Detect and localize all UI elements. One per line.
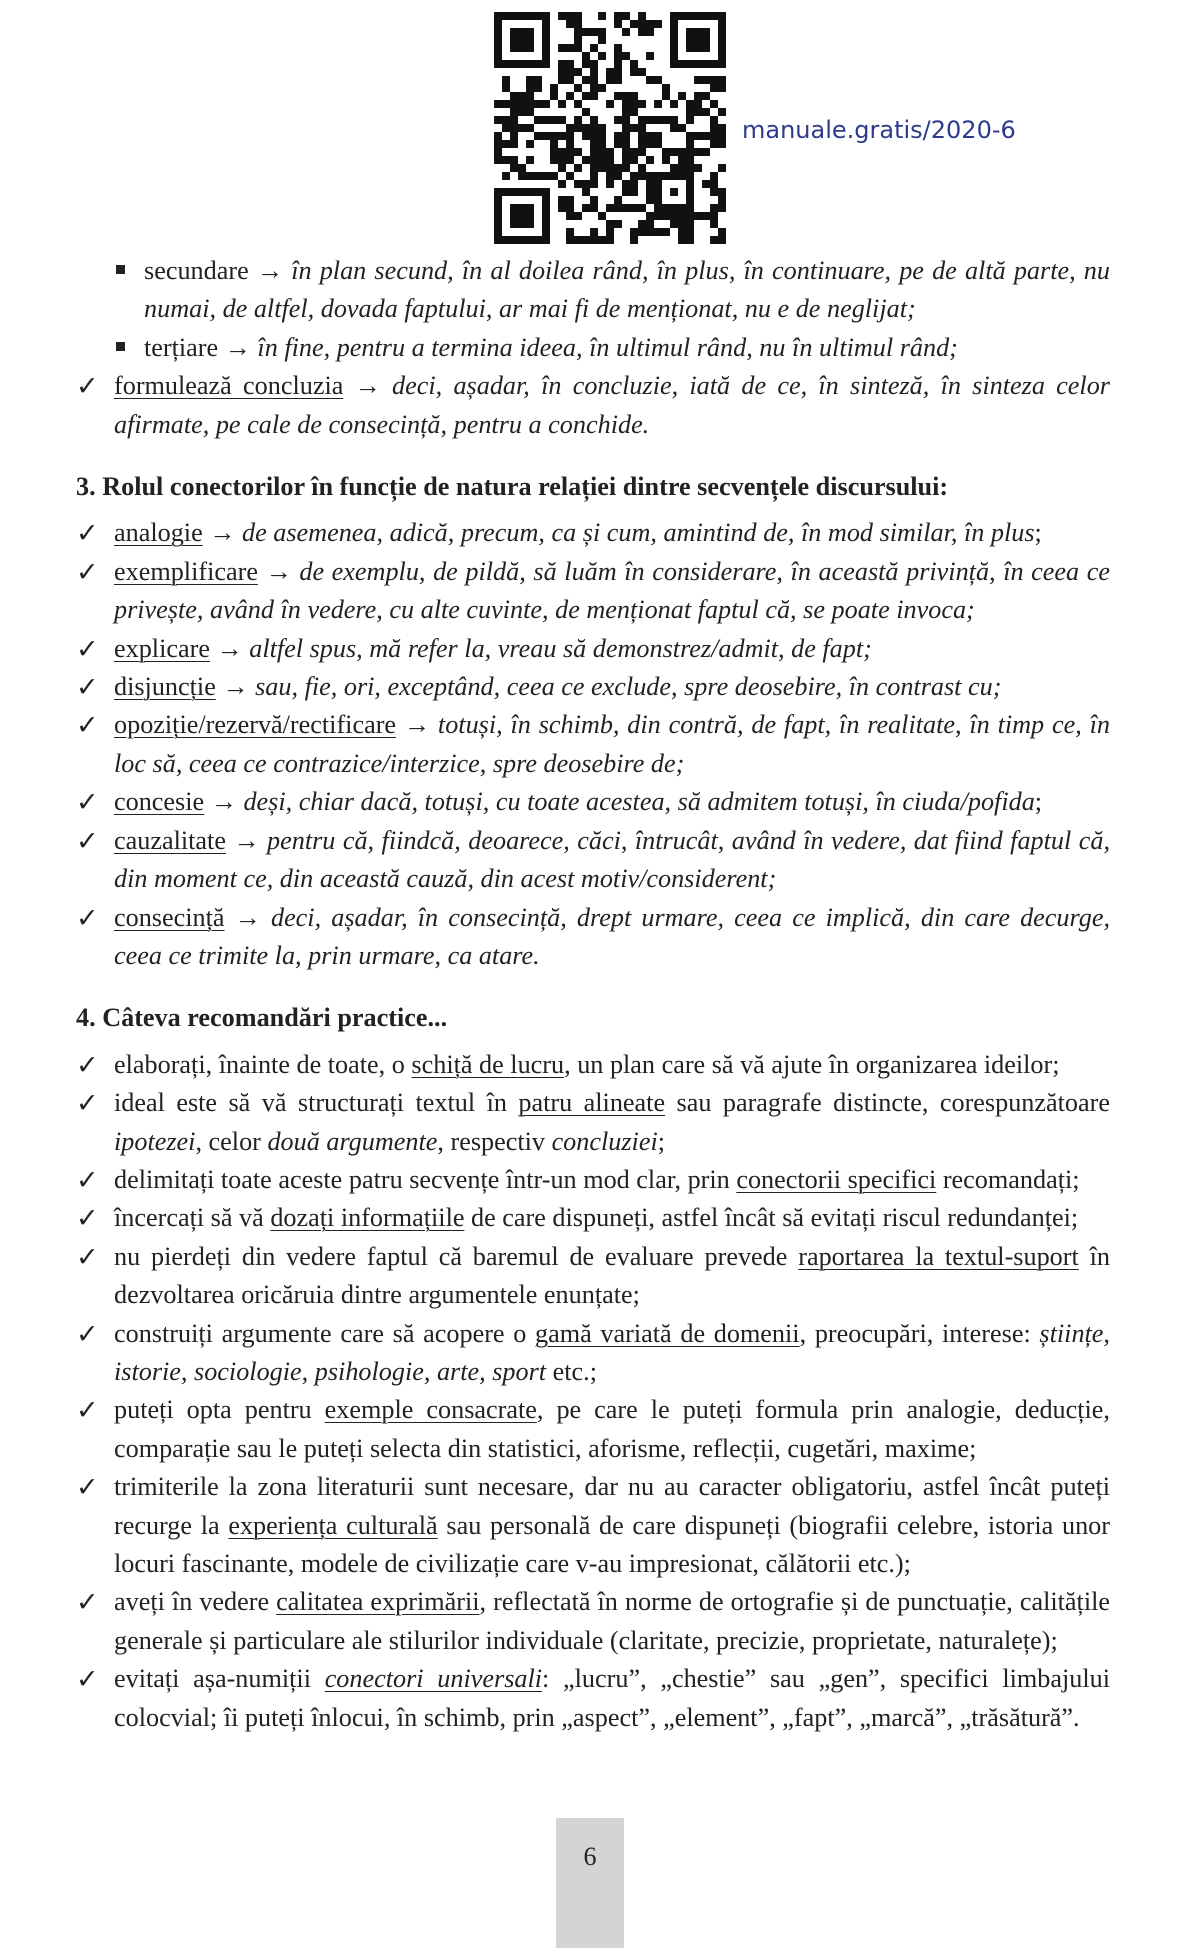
text-run: → xyxy=(396,710,438,740)
list-item-text xyxy=(144,329,1110,367)
list-item xyxy=(76,553,1110,630)
list-item-text xyxy=(114,822,1110,899)
underlined-term: disjuncție xyxy=(114,672,216,702)
list-item xyxy=(76,1583,1110,1660)
list-item xyxy=(76,1199,1110,1237)
list-item-text xyxy=(114,899,1110,976)
text-run: ; xyxy=(1034,787,1043,817)
page-content xyxy=(76,252,1110,1737)
text-run: evitați așa-numiții xyxy=(114,1664,325,1694)
list-item-text xyxy=(114,1583,1110,1660)
text-run: : „lucru”, „chestie” sau „gen”, specifici limbajului colocvial; îi puteți înlocui, în schimb, prin „aspect”, „element”, „fapt”, „marcă”, „trăsătură”. xyxy=(114,1664,1110,1732)
underlined-term: opoziție/rezervă/rectificare xyxy=(114,710,397,740)
italic-text: deci, așadar, în concluzie, iată de ce, în sinteză, în sinteza celor afirmate, pe cale de consecință, pentru a conchide. xyxy=(114,371,1110,439)
text-run: → xyxy=(257,556,300,586)
list-item-text xyxy=(114,783,1110,821)
text-run: construiți argumente care să acopere o xyxy=(114,1318,536,1348)
checkmark-icon: ✓ xyxy=(76,1664,99,1695)
sub-list-item xyxy=(76,252,1110,329)
underlined-term: conectorii specifici xyxy=(736,1164,937,1194)
list-item xyxy=(76,367,1110,444)
text-run: → xyxy=(224,902,271,932)
italic-text: de exemplu, de pildă, să luăm în considerare, în această privință, în ceea ce privește, având în vedere, cu alte cuvinte, de menționat faptul că, se poate invoca; xyxy=(114,556,1110,625)
italic-text: de asemenea, adică, precum, ca și cum, amintind de, în mod similar, în plus xyxy=(241,518,1035,548)
list-item-text xyxy=(114,1660,1110,1737)
checkmark-icon: ✓ xyxy=(76,710,99,741)
text-run: , pe care le puteți formula prin analogie, deducție, comparație sau le puteți selecta din statistici, aforisme, reflecții, cugetări, maxime; xyxy=(114,1395,1110,1463)
list-item-text xyxy=(114,367,1110,444)
list-item xyxy=(76,514,1110,552)
text-run: recomandați; xyxy=(936,1164,1080,1194)
text-run: → xyxy=(343,371,393,401)
text-run: etc.; xyxy=(546,1356,597,1386)
underlined-term: exemplificare xyxy=(114,556,258,586)
list-item-text xyxy=(114,1238,1110,1315)
section-heading: 4. Câteva recomandări practice... xyxy=(76,1003,448,1033)
text-run: ideal este să vă structurați textul în xyxy=(114,1088,519,1118)
square-bullet-icon xyxy=(116,265,125,274)
checkmark-icon: ✓ xyxy=(76,1587,99,1618)
text-run: de care dispuneți, astfel încât să evitați riscul redundanței; xyxy=(464,1203,1079,1233)
text-run: , celor xyxy=(195,1126,268,1156)
list-item xyxy=(76,1660,1110,1737)
list-item-text xyxy=(114,1391,1110,1468)
checkmark-icon: ✓ xyxy=(76,1164,99,1195)
checkmark-icon: ✓ xyxy=(76,371,99,402)
list-item xyxy=(76,1046,1110,1084)
section-heading: 3. Rolul conectorilor în funcție de natura relației dintre secvențele discursului: xyxy=(76,472,949,502)
text-run: → xyxy=(204,787,244,817)
checkmark-icon: ✓ xyxy=(76,672,99,703)
square-bullet-icon xyxy=(116,342,125,351)
text-run: , reflectată în norme de ortografie și de punctuație, calitățile generale și particulare ale stilurilor individuale (claritate, precizie, proprietate, naturalețe); xyxy=(114,1587,1110,1655)
italic-text: totuși, în schimb, din contră, de fapt, în realitate, în timp ce, în loc să, ceea ce contrazice/interzice, spre deosebire de; xyxy=(114,710,1110,778)
underlined-term: consecință xyxy=(114,902,225,932)
underlined-term: concesie xyxy=(114,787,205,817)
list-item-text xyxy=(114,1468,1110,1583)
text-run: → xyxy=(202,518,242,548)
list-item xyxy=(76,668,1110,706)
underlined-term: gamă variată de domenii xyxy=(535,1318,800,1348)
page-number-box xyxy=(556,1818,624,1948)
italic-text: în fine, pentru a termina ideea, în ultimul rând, nu în ultimul rând; xyxy=(257,332,958,362)
text-run: ; xyxy=(1034,518,1042,548)
checkmark-icon: ✓ xyxy=(76,518,99,549)
checkmark-icon: ✓ xyxy=(76,633,99,664)
text-run: trimiterile la zona literaturii sunt necesare, dar nu au caracter obligatoriu, astfel încât puteți recurge la xyxy=(114,1472,1110,1540)
italic-text: concluziei xyxy=(551,1126,658,1156)
underlined-term: schiță de lucru xyxy=(411,1049,565,1079)
text-run: delimitați toate aceste patru secvențe într-un mod clar, prin xyxy=(114,1164,737,1194)
italic-text: deși, chiar dacă, totuși, cu toate acestea, să admitem totuși, în ciuda/pofida xyxy=(243,787,1035,817)
list-item xyxy=(76,1084,1110,1161)
checkmark-icon: ✓ xyxy=(76,1318,99,1349)
text-run: sau paragrafe distincte, corespunzătoare xyxy=(665,1088,1110,1118)
text-run: aveți în vedere xyxy=(114,1587,277,1617)
text-run: sau personală de care dispuneți (biografii celebre, istoria unor locuri fascinante, modele de civilizație care v-au impresionat, călătorii etc.); xyxy=(114,1510,1110,1578)
list-item-text xyxy=(114,1084,1110,1161)
underlined-term: cauzalitate xyxy=(114,825,226,855)
checkmark-icon: ✓ xyxy=(76,1203,99,1234)
checkmark-icon: ✓ xyxy=(76,556,99,587)
list-item xyxy=(76,1315,1110,1392)
list-item xyxy=(76,783,1110,821)
checkmark-icon: ✓ xyxy=(76,1472,99,1503)
italic-text: științe, istorie, sociologie, psihologie, arte, sport xyxy=(114,1318,1110,1386)
italic-text: două argumente xyxy=(267,1126,438,1156)
list-item xyxy=(76,899,1110,976)
list-item-text xyxy=(114,706,1110,783)
checkmark-icon: ✓ xyxy=(76,1241,99,1272)
list-item-text xyxy=(144,252,1110,329)
text-run: nu pierdeți din vedere faptul că baremul de evaluare prevede xyxy=(114,1241,799,1271)
text-run: , un plan care să vă ajute în organizarea ideilor; xyxy=(564,1049,1060,1079)
underlined-term: raportarea la textul-suport xyxy=(798,1241,1079,1271)
underlined-term: calitatea exprimării xyxy=(276,1587,480,1617)
text-run: → xyxy=(215,672,256,702)
page-number: 6 xyxy=(583,1842,597,1871)
list-item xyxy=(76,706,1110,783)
checkmark-icon: ✓ xyxy=(76,825,99,856)
qr-url-label: manuale.gratis/2020-6 xyxy=(742,116,1016,144)
list-item-text xyxy=(114,630,1110,668)
underlined-term: analogie xyxy=(114,518,203,548)
italic-text: sau, fie, ori, exceptând, ceea ce exclude, spre deosebire, în contrast cu; xyxy=(255,672,1002,702)
underlined-term: patru alineate xyxy=(518,1088,666,1118)
text-run: terțiare → xyxy=(144,332,258,362)
checkmark-icon: ✓ xyxy=(76,787,99,818)
text-run: în dezvoltarea oricăruia dintre argumentele enunțate; xyxy=(114,1241,1110,1310)
list-item xyxy=(76,1391,1110,1468)
list-item-text xyxy=(114,668,1110,706)
list-item xyxy=(76,1468,1110,1583)
list-item xyxy=(76,1238,1110,1315)
text-run: ; xyxy=(657,1126,666,1156)
list-item-text xyxy=(114,1315,1110,1392)
text-run: , preocupări, interese: xyxy=(799,1318,1040,1348)
text-run: , respectiv xyxy=(437,1126,552,1156)
text-run: încercați să vă xyxy=(114,1203,271,1233)
checkmark-icon: ✓ xyxy=(76,1395,99,1426)
list-item-text xyxy=(114,1199,1110,1237)
list-item-text xyxy=(114,514,1110,552)
italic-text: pentru că, fiindcă, deoarece, căci, întrucât, având în vedere, dat fiind faptul că, din moment ce, din această cauză, din acest motiv/considerent; xyxy=(114,825,1110,894)
italic-text: în plan secund, în al doilea rând, în plus, în continuare, pe de altă parte, nu numai, de altfel, dovada faptului, ar mai fi de menționat, nu e de neglijat; xyxy=(144,256,1110,324)
underlined-term: explicare xyxy=(114,633,210,663)
underlined-term: dozați informațiile xyxy=(270,1203,465,1233)
checkmark-icon: ✓ xyxy=(76,1088,99,1119)
list-item xyxy=(76,630,1110,668)
italic-text: ipotezei xyxy=(114,1126,196,1156)
underlined-term: formulează concluzia xyxy=(114,371,344,401)
text-run: puteți opta pentru xyxy=(114,1395,325,1425)
checkmark-icon: ✓ xyxy=(76,902,99,933)
text-run: → xyxy=(209,633,250,663)
list-item xyxy=(76,1161,1110,1199)
underlined-term: exemple consacrate xyxy=(324,1395,537,1425)
italic-text: altfel spus, mă refer la, vreau să demonstrez/admit, de fapt; xyxy=(249,633,872,663)
qr-code xyxy=(494,12,726,244)
underlined-term: experiența culturală xyxy=(228,1510,438,1540)
italic-text: deci, așadar, în consecință, drept urmare, ceea ce implică, din care decurge, ceea ce trimite la, prin urmare, ca atare. xyxy=(114,902,1111,970)
list-item-text xyxy=(114,553,1110,630)
list-item-text xyxy=(114,1161,1110,1199)
checkmark-icon: ✓ xyxy=(76,1049,99,1080)
sub-list-item xyxy=(76,329,1110,367)
text-run: → xyxy=(225,825,268,855)
list-item xyxy=(76,822,1110,899)
list-item-text xyxy=(114,1046,1110,1084)
text-run: elaborați, înainte de toate, o xyxy=(114,1049,412,1079)
text-run: secundare → xyxy=(144,256,292,285)
underlined-term: conectori universali xyxy=(324,1664,543,1694)
